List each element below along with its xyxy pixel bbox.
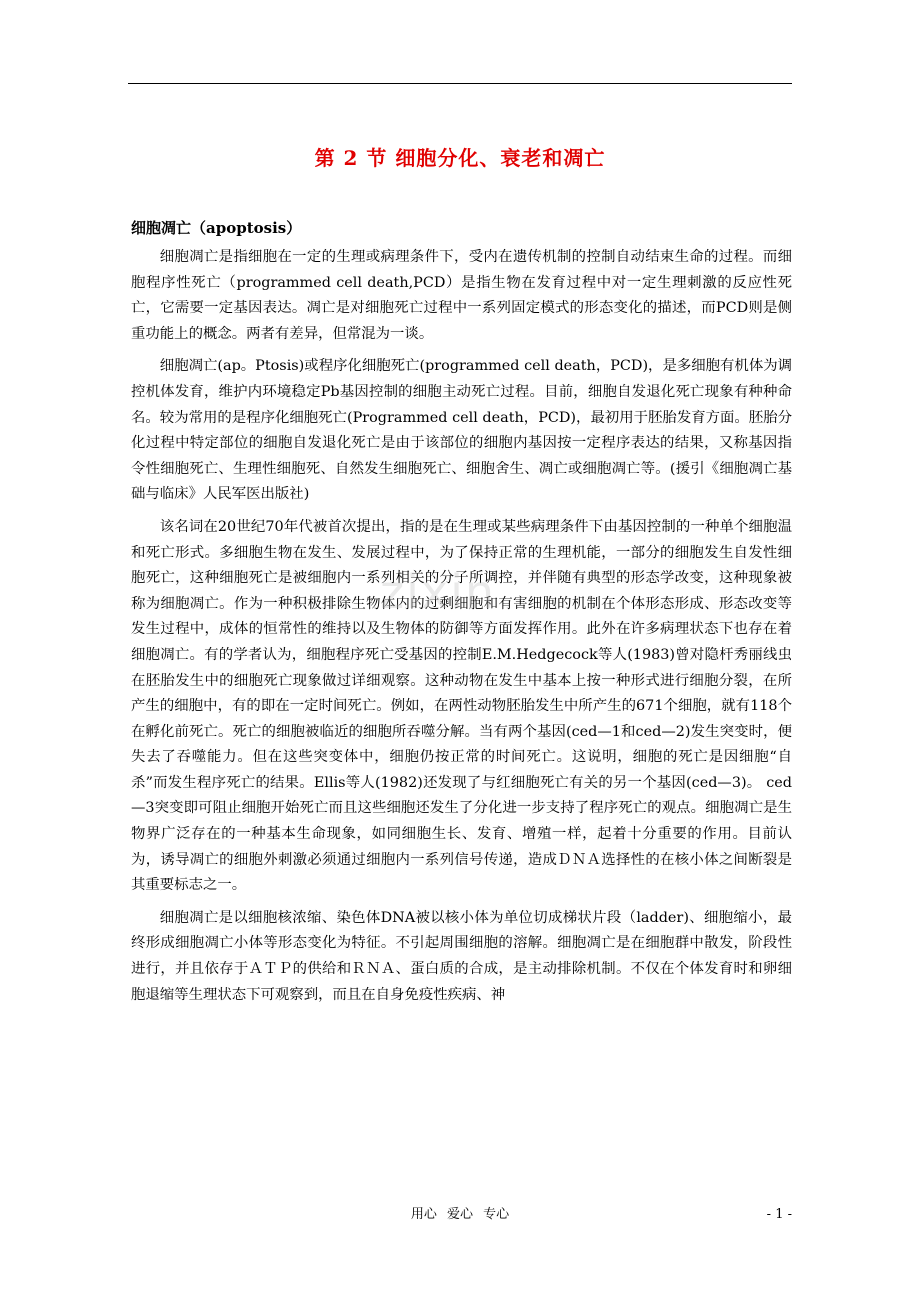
paragraph: 细胞凋亡是指细胞在一定的生理或病理条件下，受内在遗传机制的控制自动结束生命的过程。而细胞程序性死亡（programmed cell death,PCD）是指生物在发育过程中对一定生理刺激的反应性死亡，它需要一定基因表达。凋亡是对细胞死亡过程中一系列固定模式的形态变化的描述，而PCD则是侧重功能上的概念。两者有差异，但常混为一谈。 <box>131 249 792 342</box>
paragraph: 该名词在20世纪70年代被首次提出，指的是在生理或某些病理条件下由基因控制的一种单个细胞温和死亡形式。多细胞生物在发生、发展过程中，为了保持正常的生理机能，一部分的细胞发生自发性细胞死亡，这种细胞死亡是被细胞内一系列相关的分子所调控，并伴随有典型的形态学改变，这种现象被称为细胞凋亡。作为一种积极排除生物体内的过剩细胞和有害细胞的机制在个体形态形成、形态改变等发生过程中，成体的恒常性的维持以及生物体的防御等方面发挥作用。此外在许多病理状态下也存在着细胞凋亡。有的学者认为，细胞程序死亡受基因的控制E.M.Hedgecock等人(1983)曾对隐杆秀丽线虫在胚胎发生中的细胞死亡现象做过详细观察。这种动物在发生中基本上按一种形式进行细胞分裂，在所产生的细胞中，有的即在一定时间死亡。例如，在两性动物胚胎发生中所产生的671个细胞，就有118个在孵化前死亡。死亡的细胞被临近的细胞所吞噬分解。当有两个基因(ced—1和ced—2)发生突变时，便失去了吞噬能力。但在这些突变体中，细胞仍按正常的时间死亡。这说明，细胞的死亡是因细胞“自杀”而发生程序死亡的结果。Ellis等人(1982)还发现了与红细胞死亡有关的另一个基因(ced—3)。 ced—3突变即可阻止细胞开始死亡而且这些细胞还发生了分化进一步支持了程序死亡的观点。细胞凋亡是生物界广泛存在的一种基本生命现象，如同细胞生长、发育、增殖一样，起着十分重要的作用。目前认为，诱导凋亡的细胞外刺激必须通过细胞内一系列信号传递，造成ＤＮＡ选择性的在核小体之间断裂是其重要标志之一。 <box>131 518 792 894</box>
footer-motto: 用心 爱心 专心 <box>410 1207 510 1222</box>
paragraph: 细胞凋亡(ap。Ptosis)或程序化细胞死亡(programmed cell death，PCD)，是多细胞有机体为调控机体发育，维护内环境稳定Pb基因控制的细胞主动死亡过程。目前，细胞自发退化死亡现象有种种命名。较为常用的是程序化细胞死亡(Programmed cell death，PCD)，最初用于胚胎发育方面。胚胎分化过程中特定部位的细胞自发退化死亡是由于该部位的细胞内基因按一定程序表达的结果，又称基因指令性细胞死亡、生理性细胞死、自然发生细胞死亡、细胞舍生、凋亡或细胞凋亡等。(援引《细胞凋亡基础与临床》人民军医出版社) <box>131 358 792 503</box>
header-rule <box>128 83 792 84</box>
paragraph: 细胞凋亡是以细胞核浓缩、染色体DNA被以核小体为单位切成梯状片段（ladder)、细胞缩小，最终形成细胞凋亡小体等形态变化为特征。不引起周围细胞的溶解。细胞凋亡是在细胞群中散发，阶段性进行，并且依存于ＡＴＰ的供给和ＲＮＡ、蛋白质的合成，是主动排除机制。不仅在个体发育时和卵细胞退缩等生理状态下可观察到，而且在自身免疫性疾病、神 <box>131 909 792 1003</box>
section-heading: 细胞凋亡（apoptosis） <box>131 219 302 237</box>
watermark: zixin <box>380 565 497 619</box>
page-title: 第 2 节 细胞分化、衰老和凋亡 <box>314 146 606 170</box>
page-number: - 1 - <box>766 1207 792 1222</box>
body-text <box>131 245 792 1015</box>
